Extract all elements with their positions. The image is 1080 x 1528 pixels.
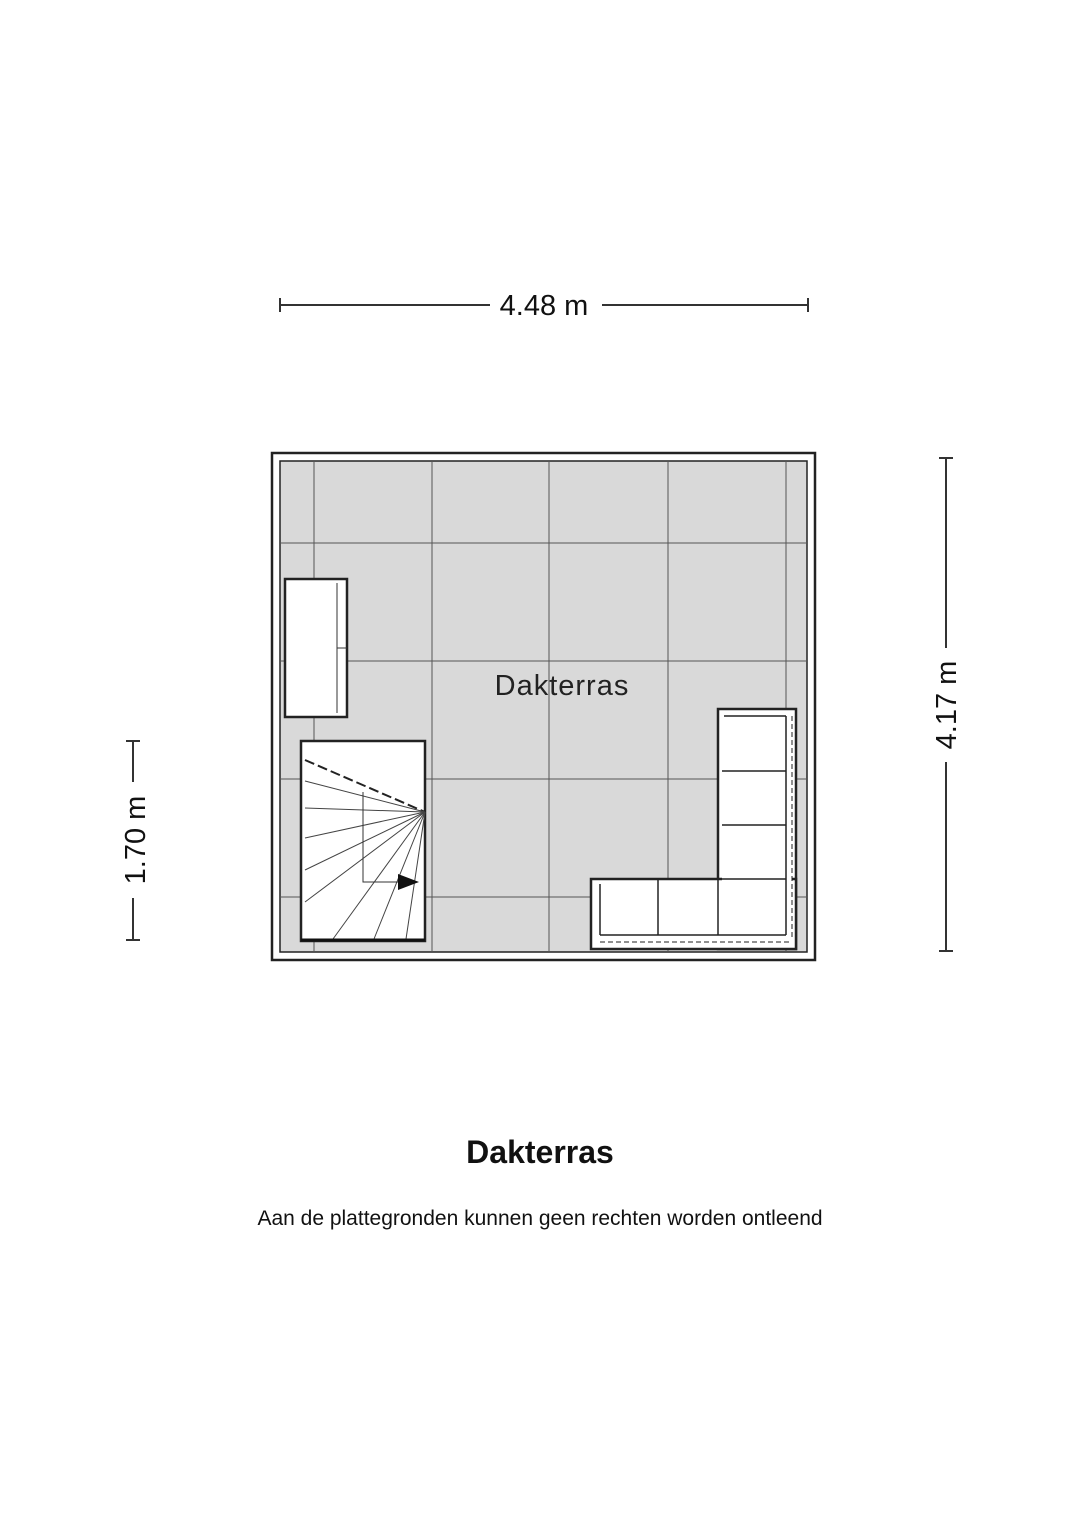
room-label: Dakterras (494, 670, 630, 702)
height-label: 4.17 m (931, 660, 963, 750)
staircase (301, 741, 425, 941)
width-label: 4.48 m (499, 290, 589, 322)
storage-cabinet (285, 579, 347, 717)
disclaimer-text: Aan de plattegronden kunnen geen rechten worden ontleend (257, 1207, 823, 1230)
stair-height-label: 1.70 m (120, 795, 152, 885)
floor-title: Dakterras (466, 1134, 614, 1170)
